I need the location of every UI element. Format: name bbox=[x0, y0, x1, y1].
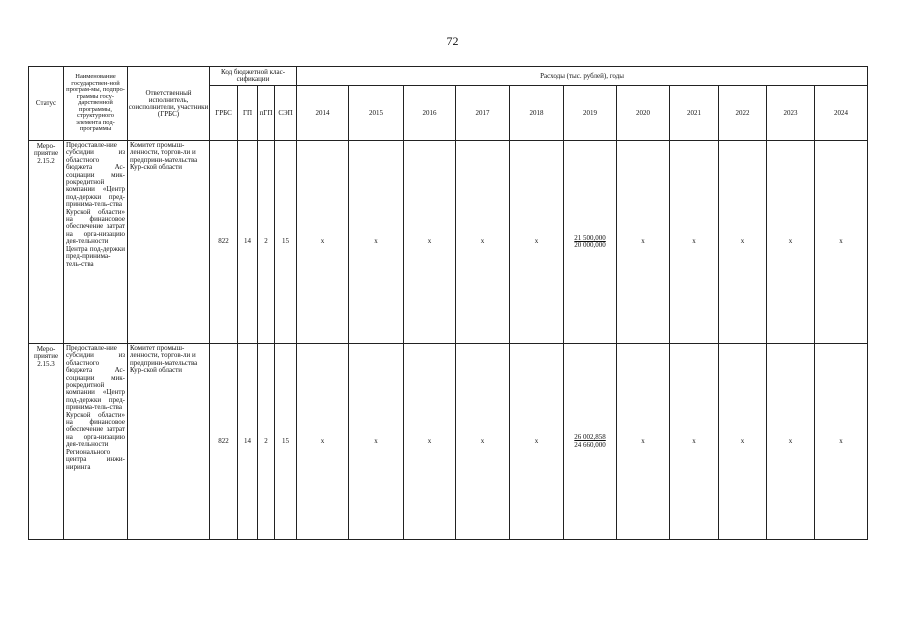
header-year-2020: 2020 bbox=[617, 86, 670, 141]
header-year-2018: 2018 bbox=[510, 86, 564, 141]
row-responsible: Комитет промыш-ленности, торгов-ли и предприни-мательства Кур-ской области bbox=[128, 344, 210, 540]
row-value-2022: x bbox=[719, 141, 767, 344]
row-value-2020: x bbox=[617, 344, 670, 540]
row-status: Меро-приятие 2.15.2 bbox=[29, 141, 64, 344]
row-value-2020: x bbox=[617, 141, 670, 344]
row-code-grbs: 822 bbox=[210, 344, 238, 540]
header-year-2015: 2015 bbox=[349, 86, 404, 141]
row-code-gp: 14 bbox=[238, 141, 258, 344]
row-value-2016: x bbox=[404, 141, 456, 344]
table-row bbox=[29, 344, 868, 540]
row-value-2018: x bbox=[510, 344, 564, 540]
header-year-2019: 2019 bbox=[564, 86, 617, 141]
row-code-pgp: 2 bbox=[258, 344, 275, 540]
row-status: Меро-приятие 2.15.3 bbox=[29, 344, 64, 540]
row-value-2017: x bbox=[456, 141, 510, 344]
row-code-sep: 15 bbox=[275, 344, 297, 540]
row-value-2014: x bbox=[297, 141, 349, 344]
header-code-grbs: ГРБС bbox=[210, 86, 238, 141]
value-2019-bottom: 24 660,000 bbox=[574, 440, 606, 449]
header-responsible: Ответственный исполнитель, соисполнители, участники (ГРБС) bbox=[128, 67, 210, 141]
row-value-2021: x bbox=[670, 141, 719, 344]
value-2019-bottom: 20 000,000 bbox=[574, 241, 606, 249]
row-responsible: Комитет промыш-ленности, торгов-ли и предприни-мательства Кур-ской области bbox=[128, 141, 210, 344]
header-status: Статус bbox=[29, 67, 64, 141]
row-value-2016: x bbox=[404, 344, 456, 540]
row-value-2015: x bbox=[349, 141, 404, 344]
header-year-2022: 2022 bbox=[719, 86, 767, 141]
header-year-2016: 2016 bbox=[404, 86, 456, 141]
row-name: Предоставле-ние субсидии из областного бюджета Ас-социации мик-рокредитной компании «Центр под-держки пред-принима-тель-ства Курской области» на финансовое обеспечение затрат на орга-низацию дея-тельности Центра под-держки пред-принима-тель-ства bbox=[64, 141, 128, 344]
row-code-sep: 15 bbox=[275, 141, 297, 344]
row-value-2021: x bbox=[670, 344, 719, 540]
row-value-2023: x bbox=[767, 344, 815, 540]
row-value-2014: x bbox=[297, 344, 349, 540]
header-year-2014: 2014 bbox=[297, 86, 349, 141]
row-value-2023: x bbox=[767, 141, 815, 344]
table-row bbox=[29, 141, 868, 344]
row-code-grbs: 822 bbox=[210, 141, 238, 344]
header-code-gp: ГП bbox=[238, 86, 258, 141]
row-value-2015: x bbox=[349, 344, 404, 540]
row-value-2017: x bbox=[456, 344, 510, 540]
header-row-top bbox=[29, 67, 868, 86]
value-2019-top: 26 002,858 bbox=[574, 433, 606, 442]
page-number: 72 bbox=[446, 34, 459, 48]
header-year-2021: 2021 bbox=[670, 86, 719, 141]
header-code-sep: СЭП bbox=[275, 86, 297, 141]
row-value-2024: x bbox=[815, 344, 868, 540]
header-budget-code: Код бюджетной клас-сификации bbox=[210, 67, 297, 86]
header-name: Наименование государствен-ной програм-мы, подпро-граммы госу-дарственной программы, структурного элемента под-программы bbox=[64, 67, 128, 141]
header-code-pgp: пГП bbox=[258, 86, 275, 141]
row-code-pgp: 2 bbox=[258, 141, 275, 344]
value-2019-top: 21 500,000 bbox=[574, 233, 606, 242]
row-code-gp: 14 bbox=[238, 344, 258, 540]
row-value-2018: x bbox=[510, 141, 564, 344]
row-value-2024: x bbox=[815, 141, 868, 344]
row-name: Предоставле-ние субсидии из областного бюджета Ас-социации мик-рокредитной компании «Центр под-держки пред-принима-тель-ства Курской области» на финансовое обеспечение затрат на орга-низацию дея-тельности Регионального центра инжи-ниринга bbox=[64, 344, 128, 540]
header-expenses: Расходы (тыс. рублей), годы bbox=[297, 67, 868, 86]
budget-table bbox=[28, 66, 868, 540]
header-year-2023: 2023 bbox=[767, 86, 815, 141]
row-value-2019 bbox=[564, 344, 617, 540]
header-year-2024: 2024 bbox=[815, 86, 868, 141]
header-year-2017: 2017 bbox=[456, 86, 510, 141]
row-value-2019 bbox=[564, 141, 617, 344]
row-value-2022: x bbox=[719, 344, 767, 540]
